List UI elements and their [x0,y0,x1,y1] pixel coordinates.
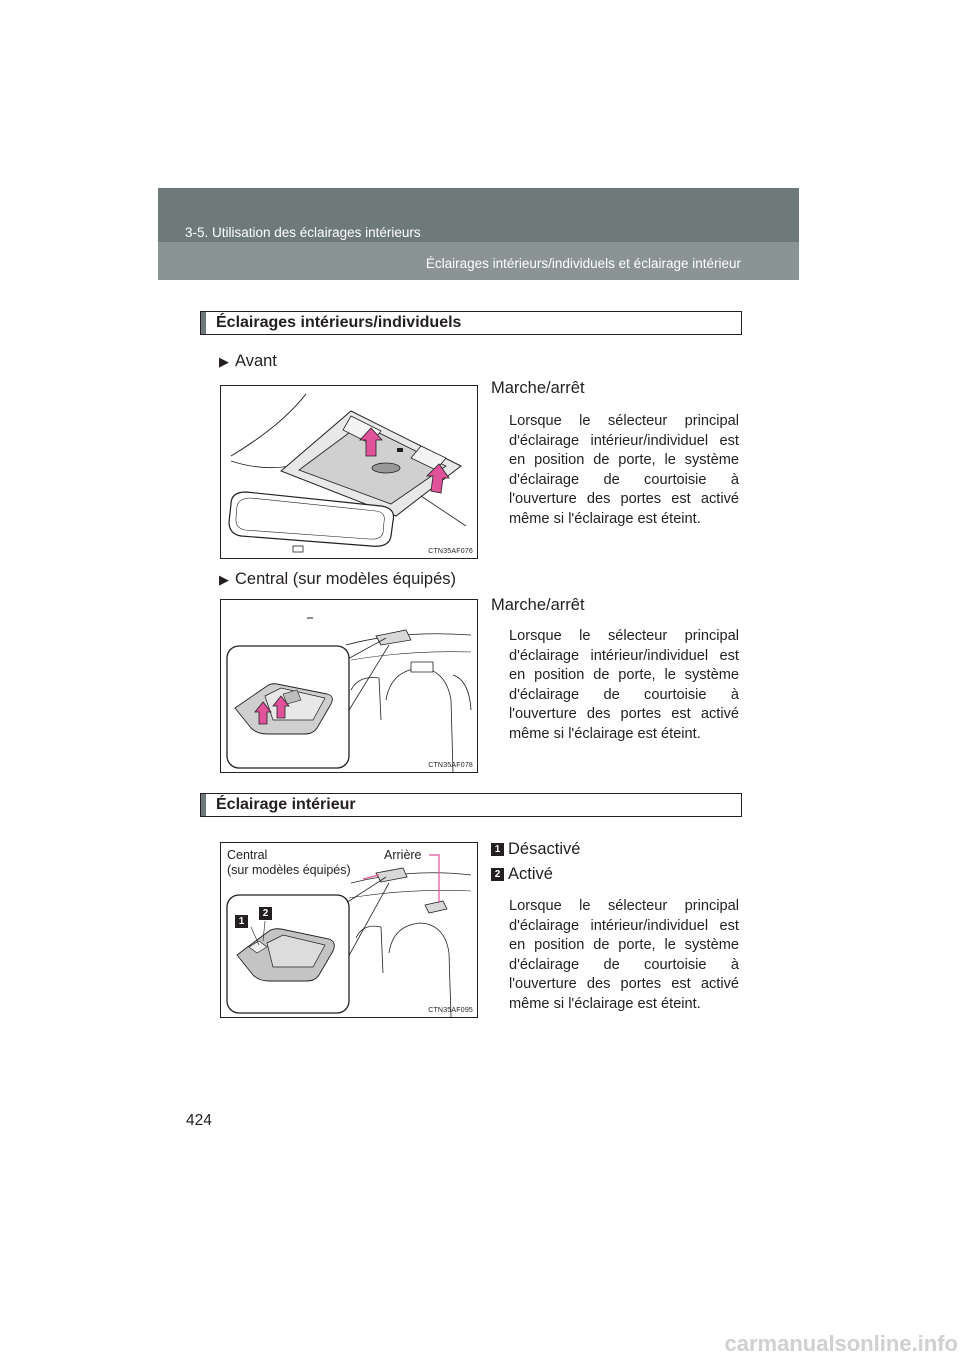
center-item-title: Marche/arrêt [491,596,585,614]
legend-activated-label: Activé [508,865,553,883]
section-heading-interior-light [200,793,742,817]
subsection-front-label [219,352,277,371]
callout-number-1: 1 [238,916,245,927]
front-item-title: Marche/arrêt [491,379,585,397]
section-heading-text: Éclairages intérieurs/individuels [216,314,462,331]
number-badge-2: 2 [491,868,504,881]
header-subsection-title: Éclairages intérieurs/individuels et éclairage intérieur [425,256,741,271]
rear-label: Arrière [384,848,422,862]
triangle-arrow-icon: ▶ [219,354,229,369]
legend-item-deactivated [491,840,580,859]
page-header [158,188,799,280]
legend-item-activated [491,865,553,884]
center-dome-light-illustration [221,600,477,772]
equipped-label: (sur modèles équipés) [227,863,351,877]
section-heading-text: Éclairage intérieur [216,796,356,813]
section-heading-individual-lights [200,311,742,335]
subsection-front-text: Avant [235,352,277,370]
figure-center-light [220,599,478,773]
triangle-arrow-icon: ▶ [219,572,229,587]
central-label: Central [227,848,268,862]
figure-interior-lights [220,842,478,1018]
subsection-center-label [219,570,456,589]
figure-front-lights [220,385,478,559]
page-number: 424 [186,1112,212,1129]
figure-code: CTN35AF095 [428,1007,473,1014]
figure-code: CTN35AF078 [428,762,473,769]
front-description: Lorsque le sélecteur principal d'éclairage intérieur/individuel est en position de porte, le système d'éclairage de courtoisie à l'ouverture des portes est activé même si l'éclairage est éteint. [509,413,739,527]
figure-label-central [227,848,351,878]
number-badge-1: 1 [491,843,504,856]
legend-deactivated-label: Désactivé [508,840,581,858]
front-overhead-console-illustration [221,386,477,558]
interior-description: Lorsque le sélecteur principal d'éclairage intérieur/individuel est en position de porte, le système d'éclairage de courtoisie à l'ouverture des portes est activé même si l'éclairage est éteint. [509,898,739,1012]
header-section-title: 3-5. Utilisation des éclairages intérieurs [185,225,421,240]
callout-number-2: 2 [262,908,269,919]
figure-code: CTN35AF076 [428,548,473,555]
watermark-text: carmanualsonline.info [724,1331,958,1356]
center-description: Lorsque le sélecteur principal d'éclairage intérieur/individuel est en position de porte, le système d'éclairage de courtoisie à l'ouverture des portes est activé même si l'éclairage est éteint. [509,628,739,742]
subsection-center-text: Central (sur modèles équipés) [235,570,457,588]
